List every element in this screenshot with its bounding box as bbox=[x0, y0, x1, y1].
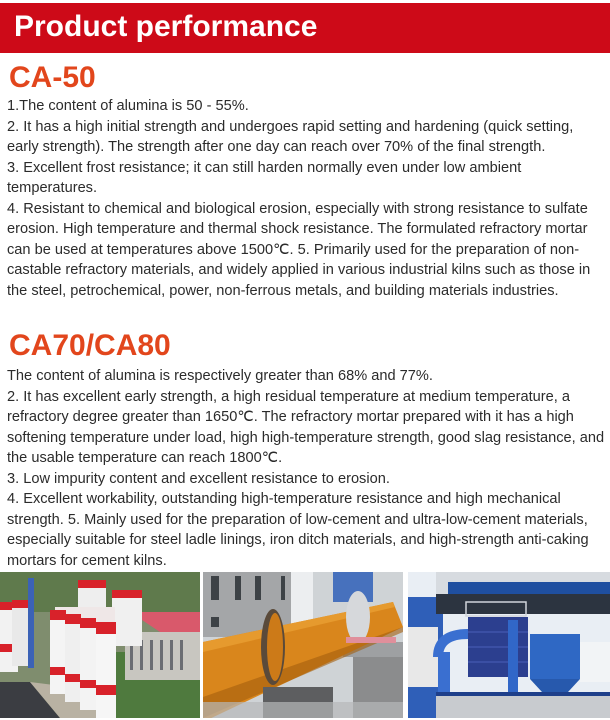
paragraph: 1.The content of alumina is 50 - 55%. bbox=[7, 98, 249, 114]
paragraph: 4. Resistant to chemical and biological erosion, especially with strong resistance to sulfate erosion. High temperature and thermal shock resistance. The formulated refractory mortar can be used at temperatures above 1500℃. 5. Primarily used for the preparation of non-castable refractory materials, and widely applied in various industrial kilns such as those in the steel, petrochemical, power, non-ferrous metals, and building materials industries. bbox=[7, 200, 591, 299]
page-title: Product performance bbox=[14, 10, 318, 43]
section-title-ca50: CA-50 bbox=[9, 61, 96, 94]
header-banner bbox=[0, 3, 610, 53]
dust-collector-photo bbox=[408, 572, 610, 718]
paragraph: 2. It has a high initial strength and undergoes rapid setting and hardening (quick setting, early strength). The strength after one day can reach over 70% of the final strength. bbox=[7, 118, 574, 155]
paragraph: 3. Low impurity content and excellent resistance to erosion. bbox=[7, 470, 390, 487]
section-title-ca70-ca80: CA70/CA80 bbox=[9, 329, 171, 362]
paragraph: 4. Excellent workability, outstanding high-temperature resistance and high mechanical strength. 5. Mainly used for the preparation of low-cement and ultra-low-cement materials, especially suitable for steel ladle linings, iron ditch materials, and high-strength anti-caking mortars for cement kilns. bbox=[7, 491, 589, 569]
rotary-kiln-photo bbox=[203, 572, 403, 718]
paragraph: The content of alumina is respectively greater than 68% and 77%. bbox=[7, 368, 433, 384]
cement-plant-silos-photo bbox=[0, 572, 200, 718]
section-body-ca70-ca80 bbox=[7, 366, 605, 571]
section-body-ca50 bbox=[7, 96, 605, 301]
photo-strip bbox=[0, 572, 610, 718]
paragraph: 3. Excellent frost resistance; it can still harden normally even under low ambient temperatures. bbox=[7, 159, 522, 196]
paragraph: 2. It has excellent early strength, a high residual temperature at medium temperature, a refractory degree greater than 1650℃. The refractory mortar prepared with it has a high softening temperature under load, high high-temperature strength, good slag resistance, and the usable temperature can reach 1800℃. bbox=[7, 388, 605, 466]
